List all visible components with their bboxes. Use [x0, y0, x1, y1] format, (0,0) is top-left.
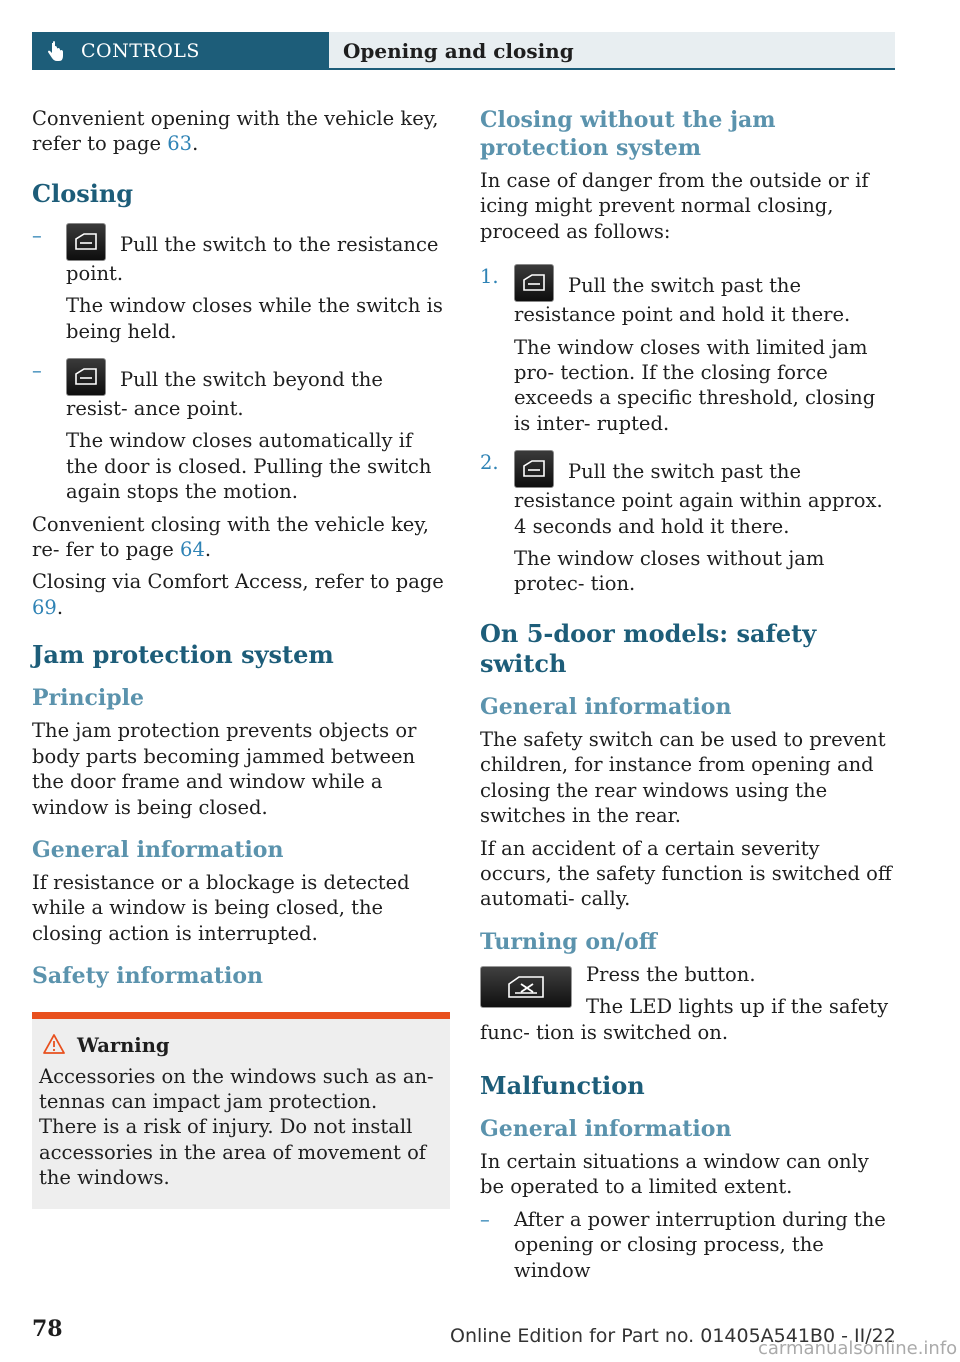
malfunction-text: In certain situations a window can only be operated to a limited extent. — [480, 1149, 869, 1199]
led-text: The LED lights up if the safety func‐ tion is switched on. — [480, 995, 889, 1044]
intro-paragraph: Convenient opening with the vehicle key, refer to page 63. — [32, 107, 439, 156]
right-column — [480, 106, 896, 1290]
topic-bar — [329, 32, 895, 70]
general-info-text: If an accident of a certain severity occurs, the safety function is switched off automati‐ cally. — [480, 836, 892, 911]
edition-text: Online Edition for Part no. 01405A541B0 - II/22 — [450, 1325, 896, 1347]
no-jam-intro: In case of danger from the outside or if icing might prevent normal closing, proceed as follows: — [480, 169, 869, 243]
step-item: 1. Pull the switch past the resistance point and hold it there. The window closes with limited jam pro‐ tection. If the closing force exceeds a specific threshold, closing is inter‐ rupted. — [480, 265, 876, 435]
list-marker: – — [32, 359, 42, 383]
hand-pointer-icon — [44, 41, 66, 63]
closing-heading: Closing — [32, 178, 134, 208]
left-column — [32, 106, 450, 1209]
general-info-heading: General information — [480, 693, 732, 720]
list-item: – After a power interruption during the opening or closing process, the window — [480, 1207, 886, 1282]
list-marker: – — [32, 223, 42, 247]
list-item: – Pull the switch beyond the resist‐ ance point. The window closes automatically if the door is closed. Pulling the switch again stops the motion. — [32, 359, 432, 504]
window-switch-icon — [514, 264, 554, 302]
step-marker: 1. — [480, 265, 499, 289]
turning-heading: Turning on/off — [480, 928, 657, 955]
topic-title: Opening and closing — [343, 39, 574, 63]
section-tab — [32, 32, 329, 70]
window-switch-icon — [66, 358, 106, 396]
page-link[interactable]: 64 — [180, 538, 205, 562]
list-item: – Pull the switch to the resistance point. The window closes while the switch is being held. — [32, 223, 443, 343]
window-lock-icon — [507, 975, 545, 999]
malfunction-heading: Malfunction — [480, 1070, 645, 1100]
malfunction-general-heading: General information — [480, 1115, 732, 1142]
warning-text: Accessories on the windows such as an‐ tennas can impact jam protection. There is a risk of injury. Do not install accessories in the area of movement of the windows. — [39, 1064, 434, 1190]
step-item: 2. Pull the switch past the resistance point again within approx. 4 seconds and hold it there. The window closes without jam protec‐ tion. — [480, 451, 883, 596]
warning-triangle-icon — [43, 1034, 65, 1054]
step-marker: 2. — [480, 451, 499, 475]
window-switch-icon — [514, 450, 554, 488]
page-link[interactable]: 63 — [167, 132, 193, 156]
principle-heading: Principle — [32, 685, 144, 712]
page-link[interactable]: 69 — [32, 595, 57, 619]
general-info-text: The safety switch can be used to prevent children, for instance from opening and closing the rear windows using the switches in the rear. — [480, 727, 886, 828]
press-button-text: Press the button. — [586, 962, 756, 986]
convenient-closing-paragraph: Convenient closing with the vehicle key, re‐ fer to page 64. — [32, 512, 429, 562]
window-switch-icon — [66, 223, 106, 261]
warning-title-row — [39, 1033, 440, 1058]
page-header — [32, 32, 895, 70]
comfort-access-paragraph: Closing via Comfort Access, refer to page 69. — [32, 570, 444, 619]
safety-switch-button[interactable] — [480, 966, 572, 1008]
safety-info-heading: Safety information — [32, 963, 264, 990]
warning-title: Warning — [77, 1034, 170, 1058]
principle-text: The jam protection prevents objects or body parts becoming jammed between the door frame and window while a window is being closed. — [32, 719, 417, 819]
list-marker: – — [480, 1207, 490, 1231]
jam-protection-heading: Jam protection system — [32, 640, 334, 670]
no-jam-heading: Closing without the jam protection system — [480, 107, 776, 161]
safety-switch-row — [480, 962, 896, 1045]
section-title: CONTROLS — [81, 40, 200, 62]
warning-box — [32, 1012, 450, 1208]
watermark: carmanualsonline.info — [758, 1338, 958, 1359]
general-info-heading: General information — [32, 836, 284, 863]
page-number: 78 — [32, 1316, 63, 1342]
general-info-text: If resistance or a blockage is detected while a window is being closed, the closing action is interrupted. — [32, 870, 410, 945]
five-door-heading: On 5-door models: safety switch — [480, 618, 817, 678]
